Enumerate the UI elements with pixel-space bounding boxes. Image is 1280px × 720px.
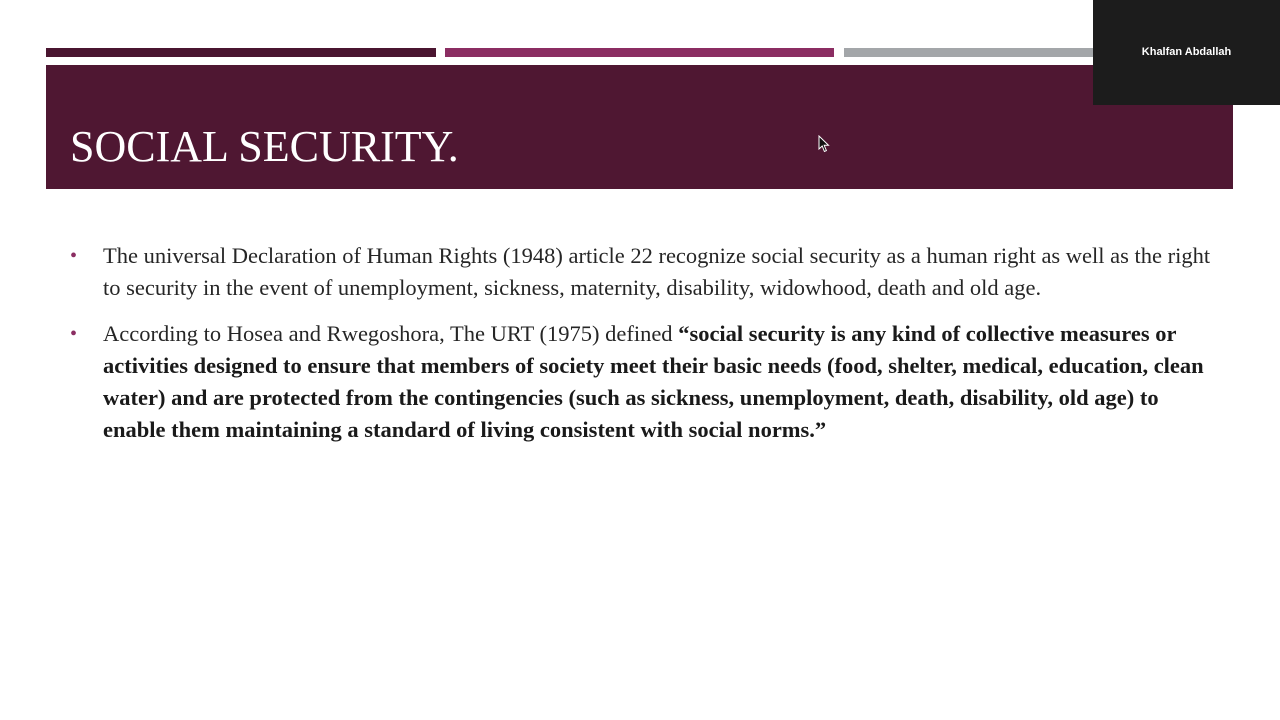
bullet-intro-text: According to Hosea and Rwegoshora, The URT (1975) defined xyxy=(103,321,679,346)
participant-video-tile[interactable] xyxy=(1093,0,1280,105)
accent-bar-gray xyxy=(844,48,1094,57)
definition-quote: “social security is any kind of collective measures or activities designed to ensure that members of society meet their basic needs (food, shelter, medical, education, clean water) and are protected from the contingencies (such as sickness, unemployment, death, disability, old age) to enable them maintaining a standard of living consistent with social norms.” xyxy=(103,321,1204,442)
bullet-dot-icon: • xyxy=(70,323,78,345)
bullet-text: The universal Declaration of Human Rights (1948) article 22 recognize social security as a human right as well as the right to security in the event of unemployment, sickness, maternity, disability, widowhood, death and old age. xyxy=(103,243,1211,300)
bullet-dot-icon: • xyxy=(70,245,78,267)
bullet-item xyxy=(70,240,1220,304)
accent-bar-magenta xyxy=(445,48,834,57)
slide-title: SOCIAL SECURITY. xyxy=(70,122,459,171)
mouse-cursor-icon xyxy=(818,135,830,153)
title-band xyxy=(46,65,1233,189)
slide-content xyxy=(70,240,1220,460)
accent-bar-dark xyxy=(46,48,436,57)
participant-name: Khalfan Abdallah xyxy=(1141,46,1232,58)
bullet-item xyxy=(70,318,1220,446)
